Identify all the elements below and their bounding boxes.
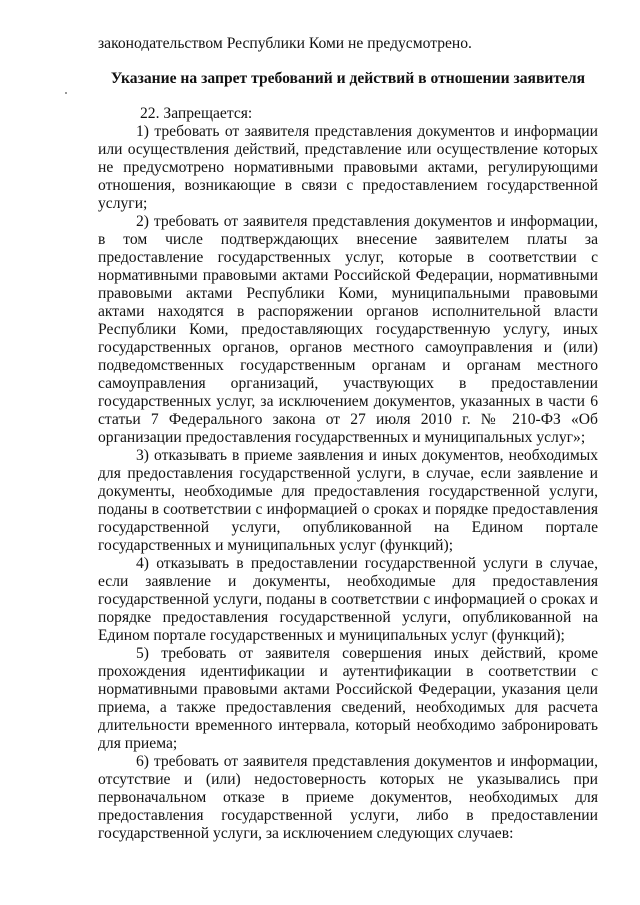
paragraph-intro: 22. Запрещается: [140, 105, 253, 122]
scan-speck [65, 92, 67, 94]
paragraph-item-3: 3) отказывать в приеме заявления и иных документов, необходимых для предоставления государственной услуги, в случае, если заявление и документы, необходимые для предоставления государственной услуги, поданы в соответствии с информацией о сроках и порядке предоставления государственной услуги, опубликованной на Едином портале государственных и муниципальных услуг (функций); [98, 447, 598, 554]
continuation-line: законодательством Республики Коми не предусмотрено. [98, 35, 472, 52]
section-heading: Указание на запрет требований и действий в отношении заявителя [110, 70, 586, 87]
paragraph-item-1: 1) требовать от заявителя представления документов и информации или осуществления действий, представление или осуществление которых не предусмотрено нормативными правовыми актами, регулирующими отношения, возникающие в связи с предоставлением государственной услуги; [98, 123, 598, 212]
document-body [98, 35, 598, 843]
paragraph-item-4: 4) отказывать в предоставлении государственной услуги в случае, если заявление и документы, необходимые для предоставления государственной услуги, поданы в соответствии с информацией о сроках и порядке предоставления государственной услуги, опубликованной на Едином портале государственных и муниципальных услуг (функций); [98, 555, 598, 644]
paragraph-item-6: 6) требовать от заявителя представления документов и информации, отсутствие и (или) недостоверность которых не указывались при первоначальном отказе в приеме документов, необходимых для предоставления государственной услуги, либо в предоставлении государственной услуги, за исключением следующих случаев: [98, 753, 598, 842]
paragraph-item-2: 2) требовать от заявителя представления документов и информации, в том числе подтверждающих внесение заявителем платы за предоставление государственных услуг, которые в соответствии с нормативными правовыми актами Российской Федерации, нормативными правовыми актами Республики Коми, муниципальными правовыми актами находятся в распоряжении органов исполнительной власти Республики Коми, предоставляющих государственную услугу, иных государственных органов, органов местного самоуправления и (или) подведомственных государственным органам и органам местного самоуправления организаций, участвующих в предоставлении государственных услуг, за исключением документов, указанных в части 6 статьи 7 Федерального закона от 27 июля 2010 г. № 210-ФЗ «Об организации предоставления государственных и муниципальных услуг»; [98, 213, 598, 446]
paragraph-item-5: 5) требовать от заявителя совершения иных действий, кроме прохождения идентификации и аутентификации в соответствии с нормативными правовыми актами Российской Федерации, указания цели приема, а также предоставления сведений, необходимых для расчета длительности временного интервала, который необходимо забронировать для приема; [98, 645, 598, 752]
